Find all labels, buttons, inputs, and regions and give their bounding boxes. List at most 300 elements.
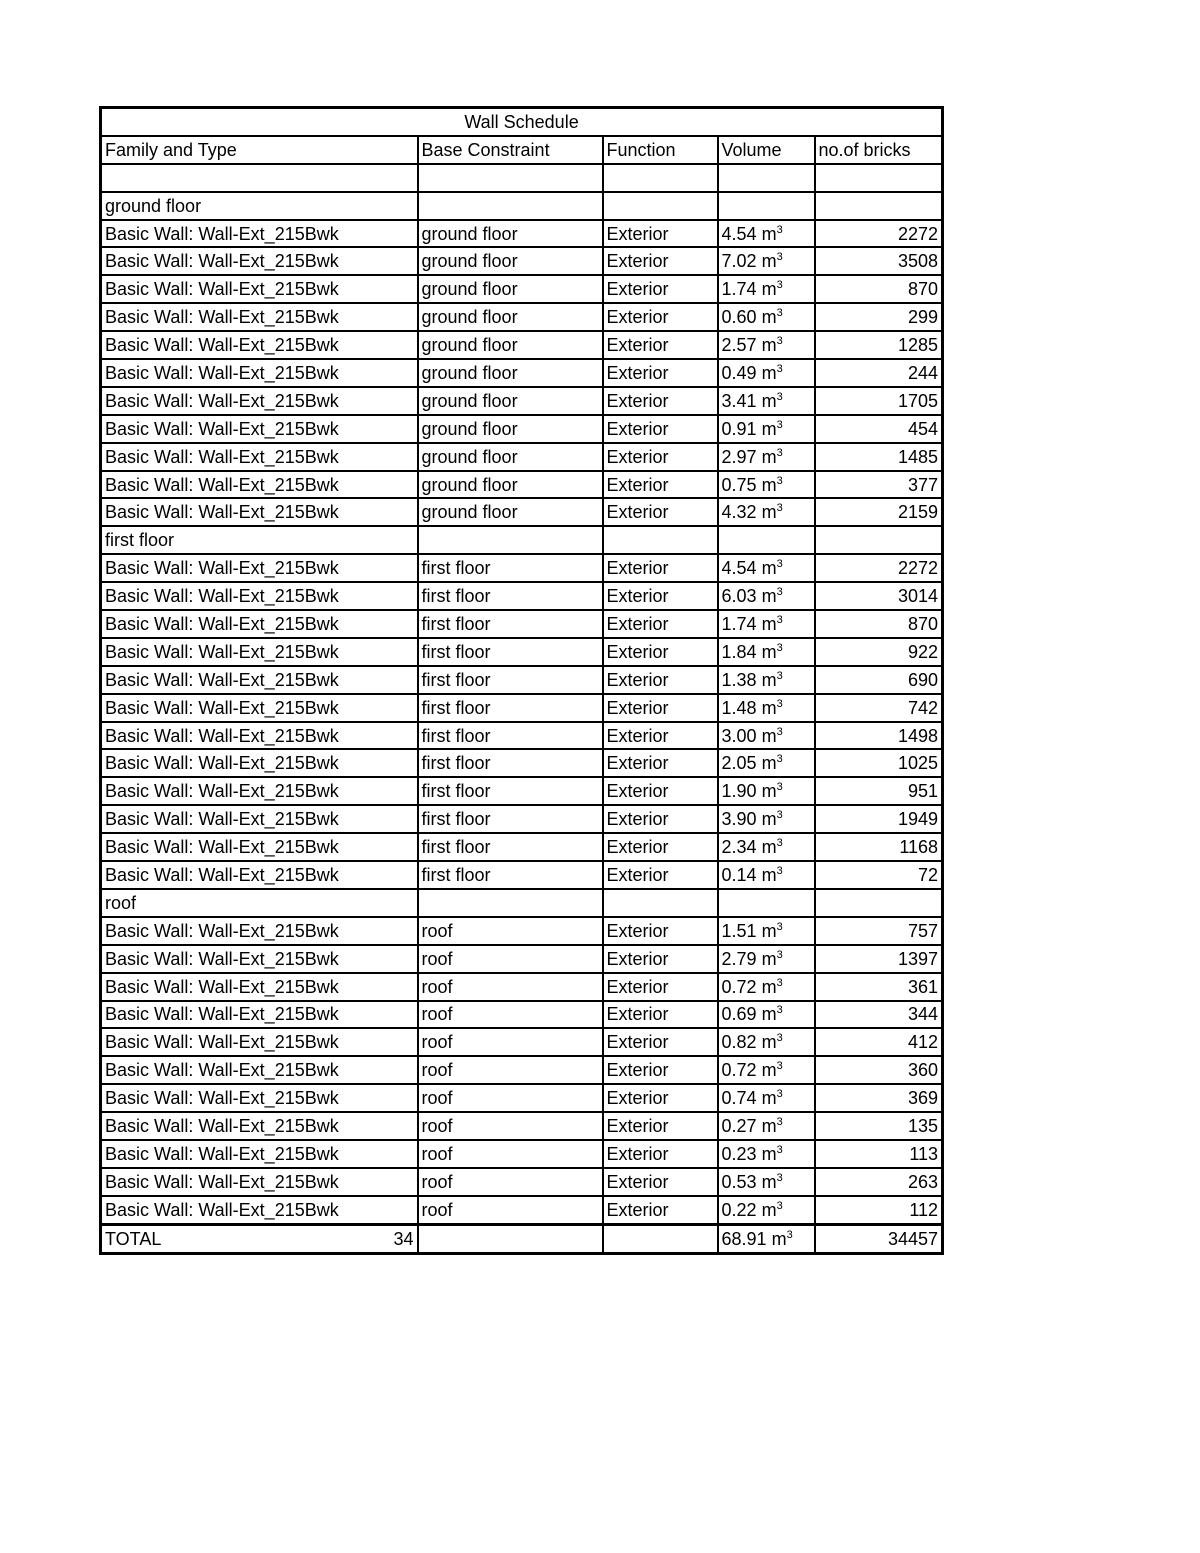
function-cell: Exterior	[603, 666, 718, 694]
family-and-type-cell: Basic Wall: Wall-Ext_215Bwk	[101, 471, 418, 499]
volume-value: 0.49	[721, 362, 757, 383]
bricks-cell: 742	[815, 694, 943, 722]
bricks-cell: 922	[815, 638, 943, 666]
volume-cell	[718, 471, 815, 499]
bricks-cell: 3508	[815, 247, 943, 275]
volume-unit-exponent: 3	[776, 1116, 783, 1128]
volume-unit: m	[761, 474, 777, 495]
bricks-cell: 1949	[815, 805, 943, 833]
wall-schedule-table	[99, 106, 944, 1255]
bricks-cell: 112	[815, 1196, 943, 1224]
base-constraint-cell: first floor	[418, 749, 603, 777]
volume-cell	[718, 331, 815, 359]
volume-unit-exponent: 3	[776, 697, 783, 710]
volume-value: 0.72	[721, 976, 757, 997]
bricks-cell: 454	[815, 415, 943, 443]
bricks-cell: 757	[815, 917, 943, 945]
base-constraint-cell: roof	[418, 1084, 603, 1112]
volume-cell	[718, 1112, 815, 1140]
empty-cell	[718, 192, 815, 220]
function-cell: Exterior	[603, 833, 718, 861]
volume-cell	[718, 1084, 815, 1112]
table-row	[101, 638, 943, 666]
volume-unit: m	[761, 1032, 777, 1053]
volume-unit-exponent: 3	[776, 1171, 783, 1184]
volume-unit: m	[761, 697, 777, 718]
base-constraint-cell: roof	[418, 1196, 603, 1224]
function-cell: Exterior	[603, 1168, 718, 1196]
volume-unit: m	[761, 753, 777, 774]
volume-unit-exponent: 3	[776, 586, 783, 599]
volume-value: 0.27	[721, 1116, 757, 1136]
function-cell: Exterior	[603, 415, 718, 443]
volume-unit-exponent: 3	[776, 837, 783, 850]
family-and-type-cell: Basic Wall: Wall-Ext_215Bwk	[101, 498, 418, 526]
bricks-cell: 361	[815, 973, 943, 1001]
volume-value: 1.84	[721, 641, 757, 662]
volume-unit-exponent: 3	[776, 362, 783, 375]
empty-cell	[718, 526, 815, 554]
volume-unit: m	[761, 586, 777, 607]
volume-cell	[718, 610, 815, 638]
volume-cell	[718, 1140, 815, 1168]
table-row	[101, 443, 943, 471]
function-cell: Exterior	[603, 973, 718, 1001]
volume-unit: m	[761, 307, 777, 328]
base-constraint-cell: first floor	[418, 861, 603, 889]
bricks-cell: 1498	[815, 722, 943, 750]
volume-cell	[718, 220, 815, 248]
function-cell: Exterior	[603, 1084, 718, 1112]
group-header-row	[101, 192, 943, 220]
volume-unit-exponent: 3	[776, 223, 783, 236]
total-bricks-cell: 34457	[815, 1224, 943, 1253]
empty-cell	[718, 889, 815, 917]
function-cell: Exterior	[603, 1112, 718, 1140]
table-row	[101, 331, 943, 359]
bricks-cell: 870	[815, 275, 943, 303]
volume-unit-exponent: 3	[776, 558, 783, 571]
table-row	[101, 582, 943, 610]
volume-unit-exponent: 3	[776, 864, 783, 877]
volume-unit: m	[761, 251, 777, 272]
volume-cell	[718, 1028, 815, 1056]
volume-value: 2.05	[721, 753, 757, 774]
table-row	[101, 749, 943, 777]
family-and-type-cell: Basic Wall: Wall-Ext_215Bwk	[101, 220, 418, 248]
function-cell: Exterior	[603, 861, 718, 889]
bricks-cell: 412	[815, 1028, 943, 1056]
bricks-cell: 1705	[815, 387, 943, 415]
family-and-type-cell: Basic Wall: Wall-Ext_215Bwk	[101, 1168, 418, 1196]
volume-cell	[718, 387, 815, 415]
volume-unit-exponent: 3	[776, 1088, 783, 1101]
family-and-type-cell: Basic Wall: Wall-Ext_215Bwk	[101, 917, 418, 945]
volume-value: 0.23	[721, 1143, 757, 1164]
volume-unit-exponent: 3	[776, 1199, 783, 1212]
volume-value: 3.00	[721, 725, 757, 746]
family-and-type-cell: Basic Wall: Wall-Ext_215Bwk	[101, 1056, 418, 1084]
bricks-cell: 377	[815, 471, 943, 499]
base-constraint-cell: first floor	[418, 666, 603, 694]
table-row	[101, 387, 943, 415]
base-constraint-cell: first floor	[418, 833, 603, 861]
bricks-cell: 360	[815, 1056, 943, 1084]
table-row	[101, 805, 943, 833]
family-and-type-cell: Basic Wall: Wall-Ext_215Bwk	[101, 415, 418, 443]
volume-cell	[718, 777, 815, 805]
volume-cell	[718, 359, 815, 387]
total-label-cell	[101, 1224, 418, 1253]
function-cell: Exterior	[603, 303, 718, 331]
base-constraint-cell: roof	[418, 1112, 603, 1140]
bricks-cell: 2159	[815, 498, 943, 526]
base-constraint-cell: first floor	[418, 722, 603, 750]
function-cell: Exterior	[603, 638, 718, 666]
empty-cell	[815, 526, 943, 554]
family-and-type-cell: Basic Wall: Wall-Ext_215Bwk	[101, 331, 418, 359]
bricks-cell: 113	[815, 1140, 943, 1168]
volume-unit: m	[761, 1143, 777, 1164]
volume-cell	[718, 666, 815, 694]
volume-unit: m	[761, 837, 777, 858]
volume-unit-exponent: 3	[776, 1004, 783, 1017]
family-and-type-cell: Basic Wall: Wall-Ext_215Bwk	[101, 1028, 418, 1056]
total-row	[101, 1224, 943, 1253]
function-cell: Exterior	[603, 1001, 718, 1029]
empty-cell	[603, 526, 718, 554]
function-cell: Exterior	[603, 1028, 718, 1056]
function-cell: Exterior	[603, 749, 718, 777]
table-row	[101, 610, 943, 638]
volume-value: 0.82	[721, 1032, 757, 1053]
volume-unit-exponent: 3	[776, 502, 783, 515]
volume-unit: m	[761, 362, 777, 383]
total-label: TOTAL	[105, 1228, 162, 1249]
family-and-type-cell: Basic Wall: Wall-Ext_215Bwk	[101, 722, 418, 750]
table-row	[101, 945, 943, 973]
title-row	[101, 108, 943, 136]
bricks-cell: 244	[815, 359, 943, 387]
function-cell: Exterior	[603, 498, 718, 526]
base-constraint-cell: roof	[418, 1028, 603, 1056]
volume-cell	[718, 917, 815, 945]
volume-unit: m	[761, 1171, 777, 1192]
base-constraint-cell: ground floor	[418, 471, 603, 499]
volume-cell	[718, 638, 815, 666]
volume-cell	[718, 415, 815, 443]
volume-unit-exponent: 3	[776, 641, 783, 654]
table-row	[101, 1112, 943, 1140]
volume-unit: m	[761, 335, 777, 356]
blank-row	[101, 164, 943, 192]
group-name: ground floor	[101, 192, 418, 220]
empty-cell	[815, 889, 943, 917]
volume-cell	[718, 973, 815, 1001]
bricks-cell: 1397	[815, 945, 943, 973]
volume-unit-exponent: 3	[776, 390, 783, 403]
bricks-cell: 1168	[815, 833, 943, 861]
volume-unit-exponent: 3	[786, 1228, 793, 1241]
empty-cell	[603, 192, 718, 220]
volume-unit: m	[761, 1199, 777, 1220]
header-family-and-type: Family and Type	[101, 136, 418, 164]
family-and-type-cell: Basic Wall: Wall-Ext_215Bwk	[101, 247, 418, 275]
base-constraint-cell: ground floor	[418, 415, 603, 443]
function-cell: Exterior	[603, 331, 718, 359]
volume-unit-exponent: 3	[776, 753, 783, 766]
volume-cell	[718, 498, 815, 526]
table-row	[101, 359, 943, 387]
family-and-type-cell: Basic Wall: Wall-Ext_215Bwk	[101, 638, 418, 666]
family-and-type-cell: Basic Wall: Wall-Ext_215Bwk	[101, 666, 418, 694]
volume-cell	[718, 749, 815, 777]
volume-cell	[718, 554, 815, 582]
table-row	[101, 1168, 943, 1196]
bricks-cell: 1485	[815, 443, 943, 471]
table-row	[101, 1196, 943, 1224]
bricks-cell: 2272	[815, 220, 943, 248]
function-cell: Exterior	[603, 554, 718, 582]
volume-unit: m	[761, 1004, 777, 1025]
bricks-cell: 870	[815, 610, 943, 638]
table-row	[101, 1001, 943, 1029]
volume-value: 2.34	[721, 837, 757, 858]
volume-value: 4.32	[721, 502, 757, 523]
family-and-type-cell: Basic Wall: Wall-Ext_215Bwk	[101, 359, 418, 387]
volume-value: 1.90	[721, 781, 757, 802]
volume-unit: m	[761, 1116, 777, 1136]
base-constraint-cell: ground floor	[418, 220, 603, 248]
base-constraint-cell: first floor	[418, 638, 603, 666]
volume-value: 1.48	[721, 697, 757, 718]
volume-value: 0.69	[721, 1004, 757, 1025]
family-and-type-cell: Basic Wall: Wall-Ext_215Bwk	[101, 945, 418, 973]
volume-cell	[718, 275, 815, 303]
family-and-type-cell: Basic Wall: Wall-Ext_215Bwk	[101, 303, 418, 331]
function-cell: Exterior	[603, 1196, 718, 1224]
function-cell: Exterior	[603, 1056, 718, 1084]
volume-value: 0.53	[721, 1171, 757, 1192]
base-constraint-cell: ground floor	[418, 303, 603, 331]
volume-cell	[718, 805, 815, 833]
family-and-type-cell: Basic Wall: Wall-Ext_215Bwk	[101, 973, 418, 1001]
volume-unit: m	[761, 502, 777, 523]
table-row	[101, 1056, 943, 1084]
volume-unit: m	[761, 725, 777, 746]
base-constraint-cell: first floor	[418, 554, 603, 582]
bricks-cell: 344	[815, 1001, 943, 1029]
family-and-type-cell: Basic Wall: Wall-Ext_215Bwk	[101, 1112, 418, 1140]
header-row	[101, 136, 943, 164]
volume-unit-exponent: 3	[776, 279, 783, 292]
volume-cell	[718, 1056, 815, 1084]
base-constraint-cell: roof	[418, 945, 603, 973]
base-constraint-cell: first floor	[418, 610, 603, 638]
volume-value: 2.57	[721, 335, 757, 356]
empty-cell	[418, 192, 603, 220]
volume-cell	[718, 443, 815, 471]
wall-schedule-sheet	[99, 106, 941, 1255]
volume-value: 0.14	[721, 864, 757, 885]
bricks-cell: 1285	[815, 331, 943, 359]
volume-unit-exponent: 3	[776, 474, 783, 487]
volume-unit: m	[761, 558, 777, 579]
volume-unit: m	[761, 864, 777, 885]
volume-unit-exponent: 3	[776, 920, 783, 933]
volume-unit: m	[761, 781, 777, 802]
volume-unit-exponent: 3	[776, 948, 783, 961]
group-name: first floor	[101, 526, 418, 554]
volume-cell	[718, 247, 815, 275]
empty-cell	[718, 164, 815, 192]
volume-value: 68.91	[721, 1228, 767, 1249]
table-row	[101, 554, 943, 582]
volume-cell	[718, 833, 815, 861]
table-row	[101, 498, 943, 526]
bricks-cell: 72	[815, 861, 943, 889]
family-and-type-cell: Basic Wall: Wall-Ext_215Bwk	[101, 1140, 418, 1168]
volume-value: 0.91	[721, 418, 757, 439]
bricks-cell: 369	[815, 1084, 943, 1112]
table-row	[101, 303, 943, 331]
volume-cell	[718, 1168, 815, 1196]
base-constraint-cell: roof	[418, 1001, 603, 1029]
volume-cell	[718, 861, 815, 889]
volume-value: 4.54	[721, 223, 757, 244]
function-cell: Exterior	[603, 275, 718, 303]
header-base-constraint: Base Constraint	[418, 136, 603, 164]
base-constraint-cell: roof	[418, 1168, 603, 1196]
volume-unit: m	[761, 390, 777, 411]
volume-unit: m	[761, 669, 777, 690]
base-constraint-cell: roof	[418, 973, 603, 1001]
family-and-type-cell: Basic Wall: Wall-Ext_215Bwk	[101, 1001, 418, 1029]
volume-cell	[718, 1196, 815, 1224]
family-and-type-cell: Basic Wall: Wall-Ext_215Bwk	[101, 387, 418, 415]
base-constraint-cell: ground floor	[418, 498, 603, 526]
table-row	[101, 1140, 943, 1168]
bricks-cell: 690	[815, 666, 943, 694]
volume-unit: m	[761, 641, 777, 662]
base-constraint-cell: ground floor	[418, 387, 603, 415]
function-cell: Exterior	[603, 805, 718, 833]
empty-cell	[101, 164, 418, 192]
volume-cell	[718, 1224, 815, 1253]
table-row	[101, 415, 943, 443]
volume-value: 2.79	[721, 948, 757, 969]
function-cell: Exterior	[603, 722, 718, 750]
volume-unit-exponent: 3	[776, 1060, 783, 1073]
volume-unit: m	[761, 1060, 777, 1081]
volume-value: 1.38	[721, 669, 757, 690]
function-cell: Exterior	[603, 1140, 718, 1168]
family-and-type-cell: Basic Wall: Wall-Ext_215Bwk	[101, 443, 418, 471]
volume-unit: m	[761, 809, 777, 830]
total-count: 34	[393, 1228, 414, 1249]
empty-cell	[418, 889, 603, 917]
volume-unit-exponent: 3	[776, 335, 783, 348]
table-row	[101, 833, 943, 861]
table-row	[101, 973, 943, 1001]
volume-value: 0.75	[721, 474, 757, 495]
volume-unit-exponent: 3	[776, 1032, 783, 1045]
base-constraint-cell: roof	[418, 1056, 603, 1084]
volume-unit-exponent: 3	[776, 418, 783, 431]
volume-value: 0.22	[721, 1199, 757, 1220]
volume-cell	[718, 582, 815, 610]
volume-cell	[718, 945, 815, 973]
table-row	[101, 666, 943, 694]
function-cell: Exterior	[603, 471, 718, 499]
table-row	[101, 1084, 943, 1112]
family-and-type-cell: Basic Wall: Wall-Ext_215Bwk	[101, 833, 418, 861]
volume-cell	[718, 722, 815, 750]
bricks-cell: 3014	[815, 582, 943, 610]
family-and-type-cell: Basic Wall: Wall-Ext_215Bwk	[101, 554, 418, 582]
table-row	[101, 861, 943, 889]
volume-unit-exponent: 3	[776, 446, 783, 459]
function-cell: Exterior	[603, 694, 718, 722]
table-row	[101, 220, 943, 248]
base-constraint-cell: ground floor	[418, 275, 603, 303]
volume-cell	[718, 1001, 815, 1029]
bricks-cell: 135	[815, 1112, 943, 1140]
header-volume: Volume	[718, 136, 815, 164]
volume-unit-exponent: 3	[776, 251, 783, 264]
function-cell: Exterior	[603, 220, 718, 248]
schedule-title: Wall Schedule	[101, 108, 943, 136]
table-row	[101, 694, 943, 722]
volume-value: 1.74	[721, 279, 757, 300]
bricks-cell: 299	[815, 303, 943, 331]
group-header-row	[101, 889, 943, 917]
family-and-type-cell: Basic Wall: Wall-Ext_215Bwk	[101, 861, 418, 889]
volume-unit: m	[761, 948, 777, 969]
bricks-cell: 2272	[815, 554, 943, 582]
family-and-type-cell: Basic Wall: Wall-Ext_215Bwk	[101, 610, 418, 638]
bricks-cell: 951	[815, 777, 943, 805]
volume-unit-exponent: 3	[776, 976, 783, 989]
volume-cell	[718, 303, 815, 331]
volume-unit-exponent: 3	[776, 669, 783, 682]
empty-cell	[603, 164, 718, 192]
volume-unit: m	[771, 1228, 787, 1249]
base-constraint-cell: roof	[418, 1140, 603, 1168]
volume-value: 6.03	[721, 586, 757, 607]
base-constraint-cell: ground floor	[418, 443, 603, 471]
family-and-type-cell: Basic Wall: Wall-Ext_215Bwk	[101, 777, 418, 805]
volume-cell	[718, 694, 815, 722]
table-row	[101, 917, 943, 945]
volume-unit: m	[761, 446, 777, 467]
header-function: Function	[603, 136, 718, 164]
family-and-type-cell: Basic Wall: Wall-Ext_215Bwk	[101, 1084, 418, 1112]
volume-value: 0.74	[721, 1088, 757, 1109]
volume-unit: m	[761, 223, 777, 244]
table-row	[101, 247, 943, 275]
function-cell: Exterior	[603, 777, 718, 805]
base-constraint-cell: first floor	[418, 805, 603, 833]
function-cell: Exterior	[603, 945, 718, 973]
volume-unit-exponent: 3	[776, 1143, 783, 1156]
volume-unit: m	[761, 613, 777, 634]
empty-cell	[418, 164, 603, 192]
bricks-cell: 263	[815, 1168, 943, 1196]
volume-value: 4.54	[721, 558, 757, 579]
volume-unit-exponent: 3	[776, 781, 783, 794]
base-constraint-cell: ground floor	[418, 359, 603, 387]
